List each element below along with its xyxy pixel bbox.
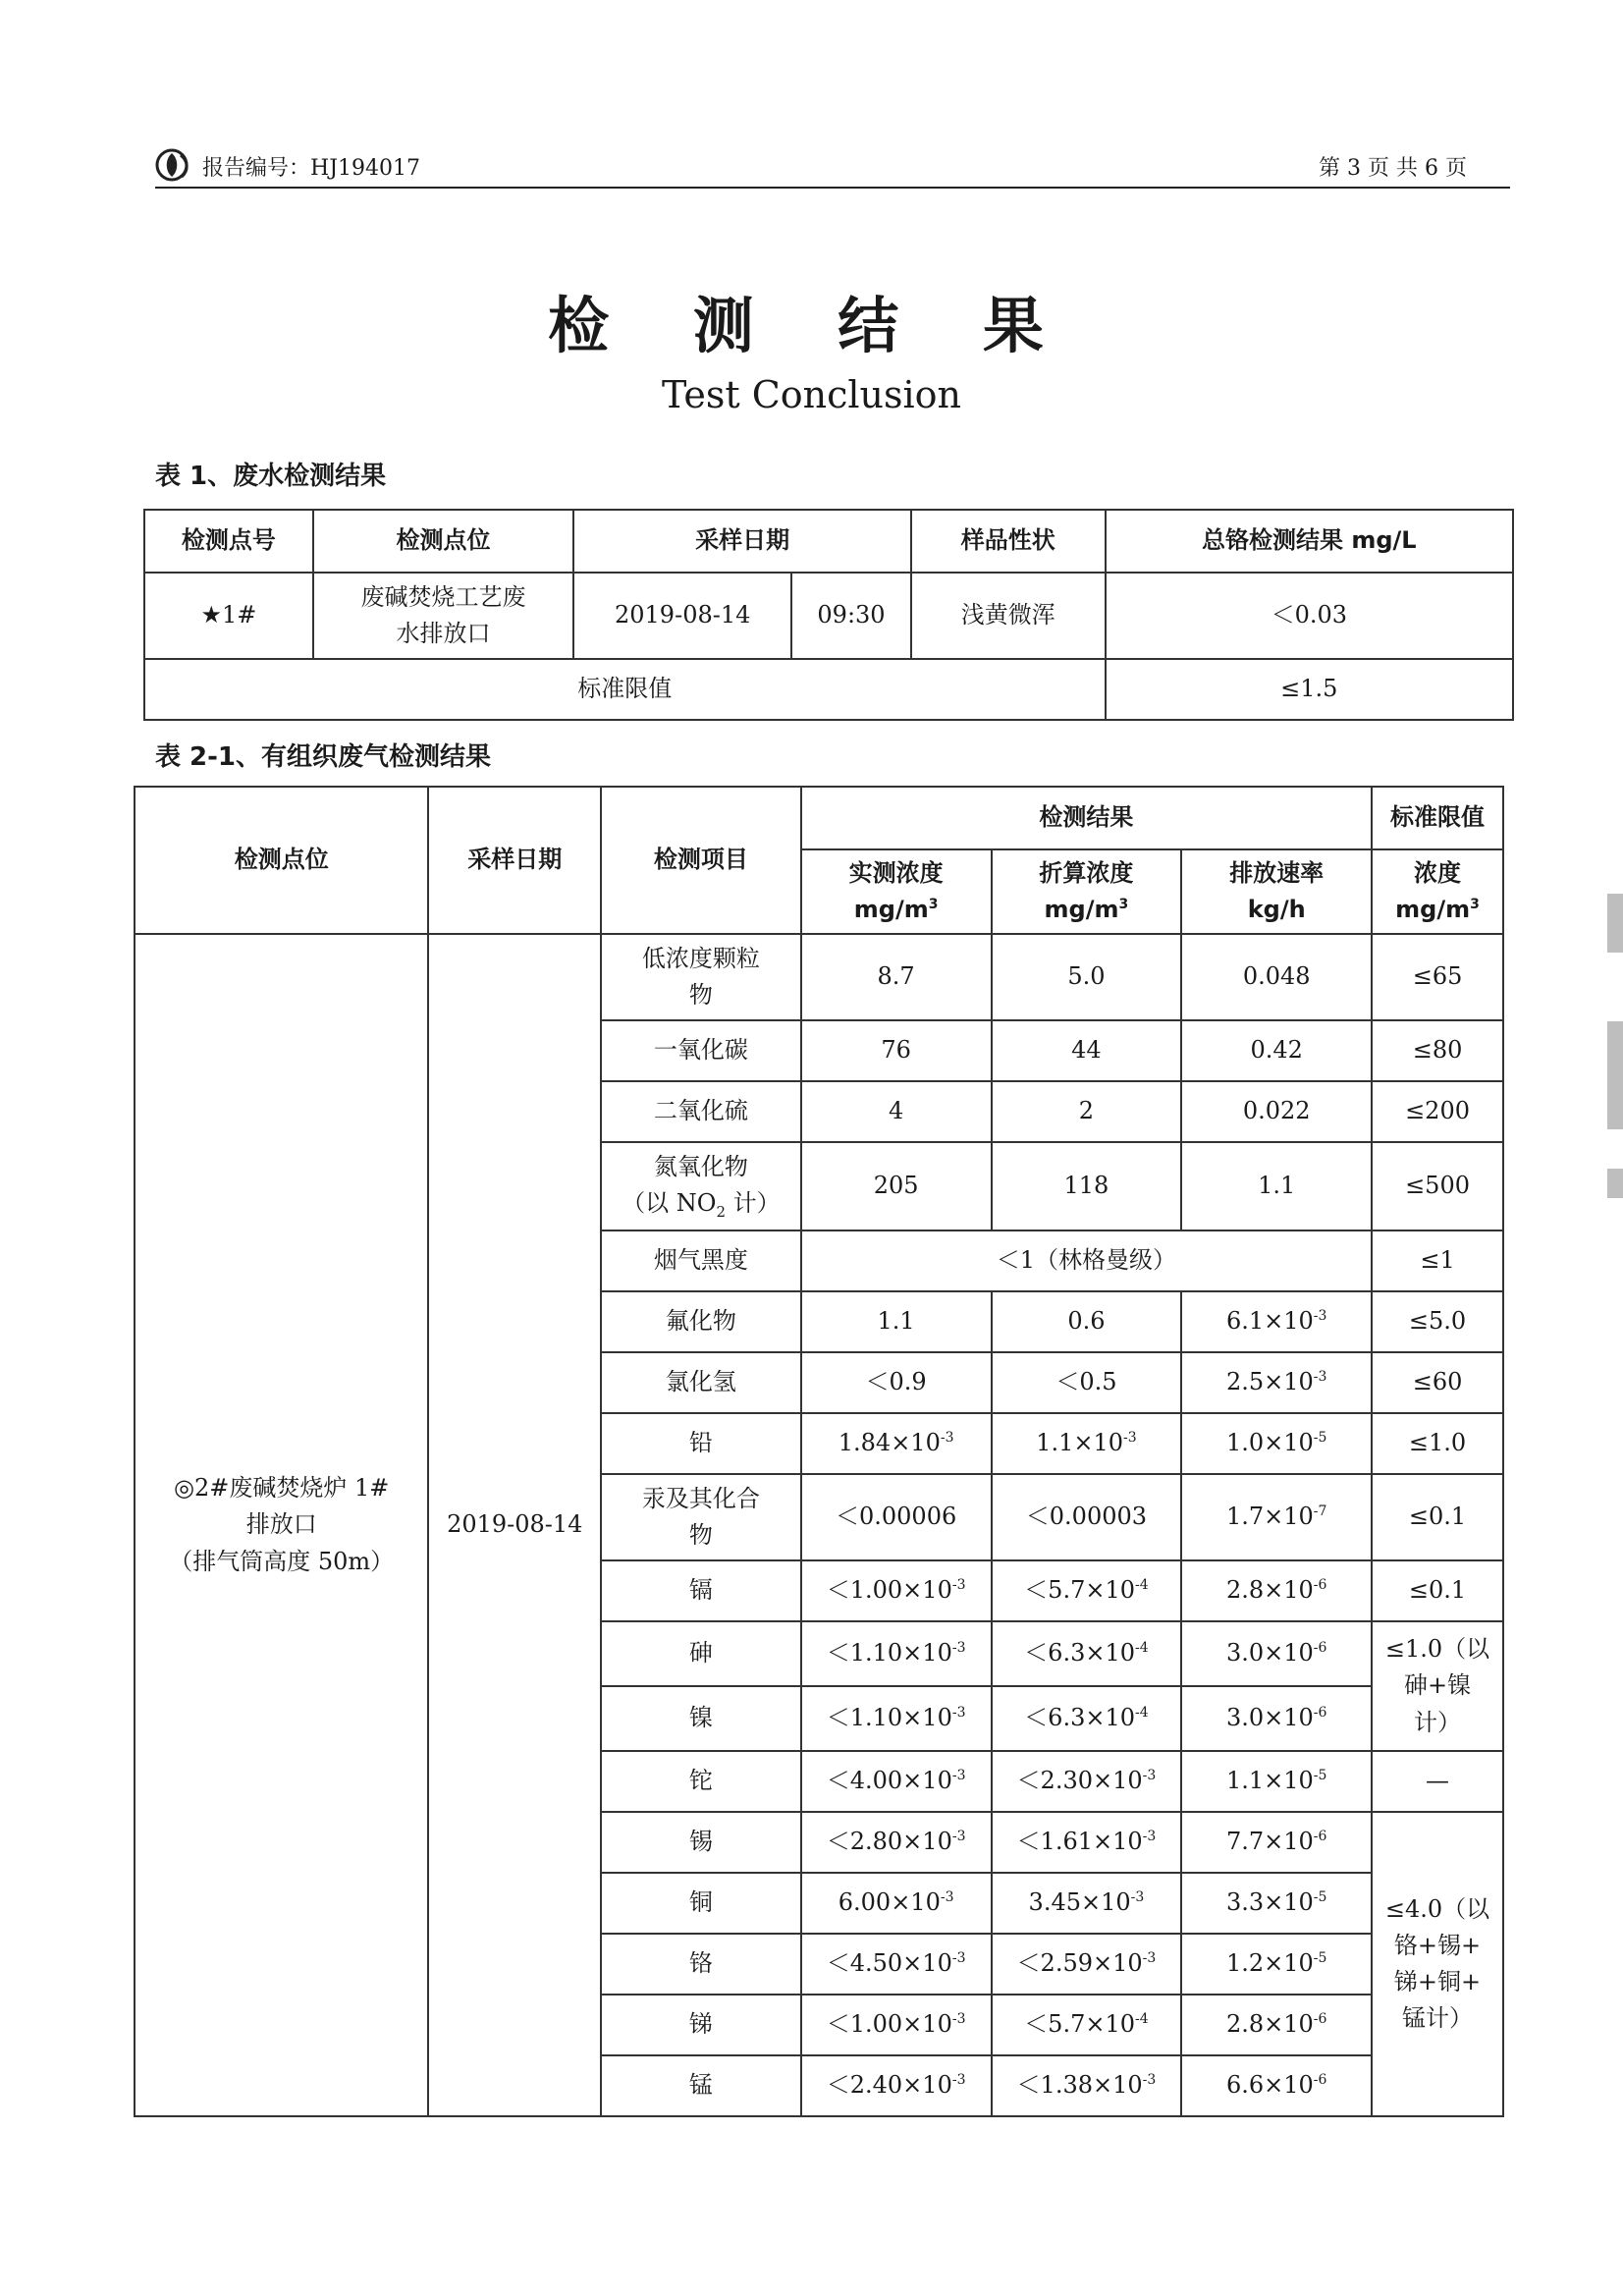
item-cell: 锡 xyxy=(601,1812,801,1873)
converted-cell: 5.0 xyxy=(992,934,1182,1020)
limit-cell: ≤500 xyxy=(1372,1142,1503,1230)
measured-cell: 8.7 xyxy=(801,934,992,1020)
company-logo-icon xyxy=(155,147,192,183)
measured-cell: 4 xyxy=(801,1081,992,1142)
limit-cell: ≤1 xyxy=(1372,1230,1503,1291)
converted-cell: $<1.38\times 10^{-3}$ xyxy=(992,2055,1182,2116)
limit-cell: ≤1.0 xyxy=(1372,1413,1503,1474)
table-row xyxy=(135,934,1503,1020)
item-cell: 低浓度颗粒 物 xyxy=(601,934,801,1020)
col-measured: 实测浓度 $mg/m^3$ xyxy=(801,849,992,934)
rate-cell: $7.7\times 10^{-6}$ xyxy=(1181,1812,1372,1873)
measured-cell: 76 xyxy=(801,1020,992,1081)
limit-cell: ≤80 xyxy=(1372,1020,1503,1081)
limit-cell: ≤0.1 xyxy=(1372,1560,1503,1621)
measured-cell: $<1.10\times 10^{-3}$ xyxy=(801,1621,992,1686)
time-cell: 09:30 xyxy=(791,573,911,659)
rate-cell: $3.3\times 10^{-5}$ xyxy=(1181,1873,1372,1934)
scan-artifact xyxy=(1607,894,1623,953)
rate-cell: 0.048 xyxy=(1181,934,1372,1020)
result-cell: ＜0.03 xyxy=(1106,573,1513,659)
limit-cell: ≤5.0 xyxy=(1372,1291,1503,1352)
limit-value-cell: ≤1.5 xyxy=(1106,659,1513,720)
item-cell: 氯化氢 xyxy=(601,1352,801,1413)
measured-cell: $6.00\times 10^{-3}$ xyxy=(801,1873,992,1934)
limit-cell-as-ni: ≤1.0（以 砷+镍 计） xyxy=(1372,1621,1503,1751)
report-number: 报告编号：HJ194017 xyxy=(202,156,421,181)
col-concentration: 浓度 $mg/m^3$ xyxy=(1372,849,1503,934)
limit-cell: ≤200 xyxy=(1372,1081,1503,1142)
limit-cell: ≤65 xyxy=(1372,934,1503,1020)
converted-cell: $3.45\times 10^{-3}$ xyxy=(992,1873,1182,1934)
col-chromium-result: 总铬检测结果 mg/L xyxy=(1106,510,1513,573)
col-date: 采样日期 xyxy=(428,787,601,934)
col-date: 采样日期 xyxy=(573,510,911,573)
measured-cell: 205 xyxy=(801,1142,992,1230)
rate-cell: $2.8\times 10^{-6}$ xyxy=(1181,1560,1372,1621)
appearance-cell: 浅黄微浑 xyxy=(911,573,1106,659)
converted-cell: $<1.61\times 10^{-3}$ xyxy=(992,1812,1182,1873)
col-rate: 排放速率 kg/h xyxy=(1181,849,1372,934)
col-standard: 标准限值 xyxy=(1372,787,1503,849)
limit-label-cell: 标准限值 xyxy=(144,659,1106,720)
converted-cell: ＜0.5 xyxy=(992,1352,1182,1413)
col-appearance: 样品性状 xyxy=(911,510,1106,573)
converted-cell: $<6.3\times 10^{-4}$ xyxy=(992,1686,1182,1751)
page-subtitle: Test Conclusion xyxy=(661,373,962,416)
converted-cell: $1.1\times 10^{-3}$ xyxy=(992,1413,1182,1474)
converted-cell: 0.6 xyxy=(992,1291,1182,1352)
wastewater-table xyxy=(143,509,1514,721)
measured-cell: $<2.40\times 10^{-3}$ xyxy=(801,2055,992,2116)
item-cell: 铊 xyxy=(601,1751,801,1812)
rate-cell: $3.0\times 10^{-6}$ xyxy=(1181,1686,1372,1751)
rate-cell: 0.022 xyxy=(1181,1081,1372,1142)
measured-cell: $<1.00\times 10^{-3}$ xyxy=(801,1560,992,1621)
page-info: 第 3 页 共 6 页 xyxy=(1319,156,1467,181)
col-item: 检测项目 xyxy=(601,787,801,934)
converted-cell: $<5.7\times 10^{-4}$ xyxy=(992,1995,1182,2055)
sampling-location-cell: ◎2#废碱焚烧炉 1# 排放口 （排气筒高度 50m） xyxy=(135,934,428,2116)
item-cell: 一氧化碳 xyxy=(601,1020,801,1081)
measured-cell: ＜0.00006 xyxy=(801,1474,992,1560)
item-cell: 氟化物 xyxy=(601,1291,801,1352)
converted-cell: 2 xyxy=(992,1081,1182,1142)
converted-cell: $<6.3\times 10^{-4}$ xyxy=(992,1621,1182,1686)
rate-cell: $2.8\times 10^{-6}$ xyxy=(1181,1995,1372,2055)
measured-cell: $<2.80\times 10^{-3}$ xyxy=(801,1812,992,1873)
measured-cell: $<4.00\times 10^{-3}$ xyxy=(801,1751,992,1812)
item-cell: 二氧化硫 xyxy=(601,1081,801,1142)
item-cell: 烟气黑度 xyxy=(601,1230,801,1291)
converted-cell: 44 xyxy=(992,1020,1182,1081)
item-cell: 铜 xyxy=(601,1873,801,1934)
measured-cell: $<1.10\times 10^{-3}$ xyxy=(801,1686,992,1751)
measured-cell: ＜0.9 xyxy=(801,1352,992,1413)
table2-caption: 表 2-1、有组织废气检测结果 xyxy=(155,742,492,772)
item-cell: 砷 xyxy=(601,1621,801,1686)
page-header xyxy=(155,147,1510,189)
rate-cell: $1.1\times 10^{-5}$ xyxy=(1181,1751,1372,1812)
rate-cell: $2.5\times 10^{-3}$ xyxy=(1181,1352,1372,1413)
sampling-date-cell: 2019-08-14 xyxy=(428,934,601,2116)
measured-cell: $<4.50\times 10^{-3}$ xyxy=(801,1934,992,1995)
rate-cell: $6.6\times 10^{-6}$ xyxy=(1181,2055,1372,2116)
converted-cell: $<2.30\times 10^{-3}$ xyxy=(992,1751,1182,1812)
item-cell: 铅 xyxy=(601,1413,801,1474)
point-no-cell xyxy=(144,573,313,659)
rate-cell: $6.1\times 10^{-3}$ xyxy=(1181,1291,1372,1352)
rate-cell: 1.1 xyxy=(1181,1142,1372,1230)
converted-cell: 118 xyxy=(992,1142,1182,1230)
rate-cell: $1.0\times 10^{-5}$ xyxy=(1181,1413,1372,1474)
converted-cell: $<2.59\times 10^{-3}$ xyxy=(992,1934,1182,1995)
scan-artifact xyxy=(1607,1169,1623,1198)
date-cell: 2019-08-14 xyxy=(573,573,791,659)
location-cell: 废碱焚烧工艺废 水排放口 xyxy=(313,573,574,659)
converted-cell: ＜0.00003 xyxy=(992,1474,1182,1560)
item-cell: 氮氧化物 （以 $NO_2$ 计） xyxy=(601,1142,801,1230)
point-no: ★1# xyxy=(200,601,257,629)
col-location: 检测点位 xyxy=(313,510,574,573)
limit-cell: ≤60 xyxy=(1372,1352,1503,1413)
item-cell: 铬 xyxy=(601,1934,801,1995)
converted-cell: $<5.7\times 10^{-4}$ xyxy=(992,1560,1182,1621)
merged-result-cell: ＜1（林格曼级） xyxy=(801,1230,1372,1291)
item-cell: 锰 xyxy=(601,2055,801,2116)
item-cell: 汞及其化合 物 xyxy=(601,1474,801,1560)
rate-cell: $1.2\times 10^{-5}$ xyxy=(1181,1934,1372,1995)
col-converted: 折算浓度 $mg/m^3$ xyxy=(992,849,1182,934)
rate-cell: $3.0\times 10^{-6}$ xyxy=(1181,1621,1372,1686)
col-point-no: 检测点号 xyxy=(144,510,313,573)
item-cell: 镍 xyxy=(601,1686,801,1751)
item-cell: 锑 xyxy=(601,1995,801,2055)
measured-cell: $1.84\times 10^{-3}$ xyxy=(801,1413,992,1474)
scan-artifact xyxy=(1607,1021,1623,1129)
limit-cell: — xyxy=(1372,1751,1503,1812)
rate-cell: $1.7\times 10^{-7}$ xyxy=(1181,1474,1372,1560)
table1-caption: 表 1、废水检测结果 xyxy=(155,462,387,491)
page-title: 检 测 结 果 xyxy=(548,290,1075,361)
col-location: 检测点位 xyxy=(135,787,428,934)
limit-cell-group: ≤4.0（以 铬+锡+ 锑+铜+ 锰计） xyxy=(1372,1812,1503,2116)
limit-cell: ≤0.1 xyxy=(1372,1474,1503,1560)
measured-cell: $<1.00\times 10^{-3}$ xyxy=(801,1995,992,2055)
col-results: 检测结果 xyxy=(801,787,1372,849)
rate-cell: 0.42 xyxy=(1181,1020,1372,1081)
exhaust-gas-table xyxy=(134,786,1504,2117)
measured-cell: 1.1 xyxy=(801,1291,992,1352)
item-cell: 镉 xyxy=(601,1560,801,1621)
